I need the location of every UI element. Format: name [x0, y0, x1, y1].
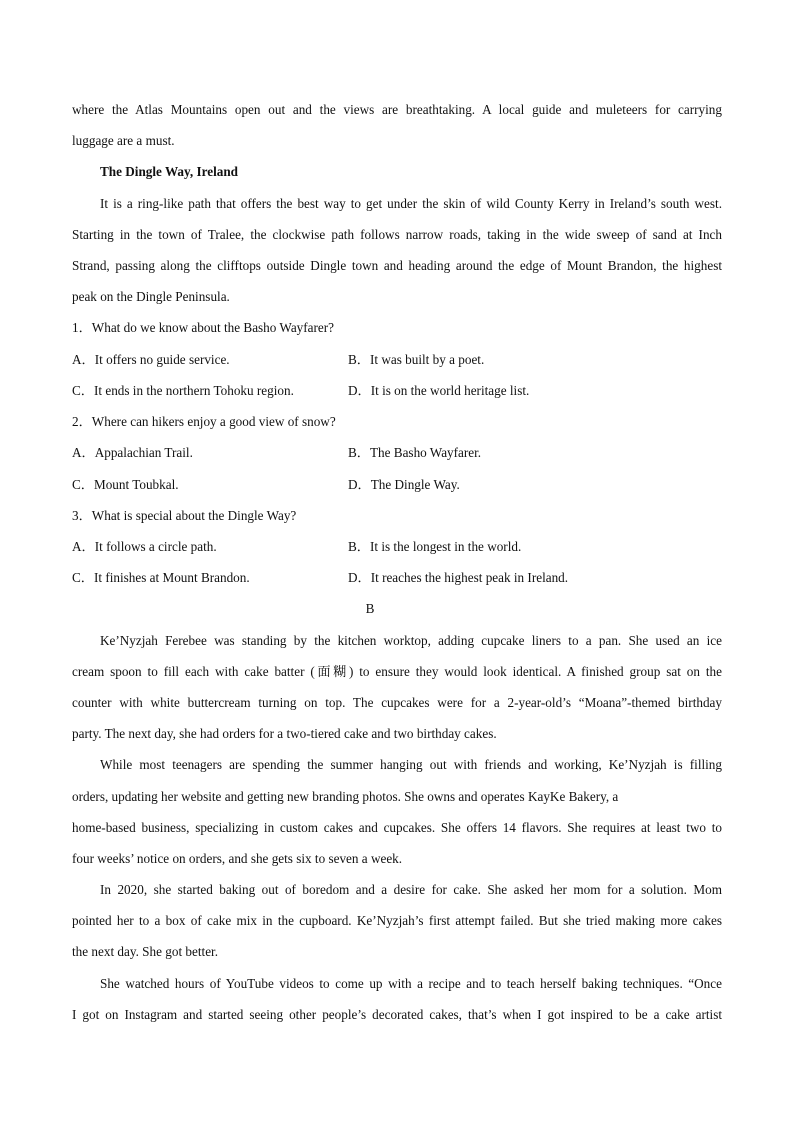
- answer-option: A．It follows a circle path.: [72, 539, 217, 554]
- answer-option: C．Mount Toubkal.: [72, 477, 179, 492]
- passage-line: home-based business, specializing in custom cakes and cupcakes. She offers 14 flavors. She requires at least two to: [72, 820, 722, 835]
- passage-line: She watched hours of YouTube videos to come up with a recipe and to teach herself baking techniques. “Once: [100, 976, 722, 991]
- passage-line: Strand, passing along the clifftops outside Dingle town and heading around the edge of Mount Brandon, the highest: [72, 258, 722, 273]
- passage-line: I got on Instagram and started seeing other people’s decorated cakes, that’s when I got inspired to be a cake artist: [72, 1007, 722, 1022]
- answer-option: D．It is on the world heritage list.: [348, 383, 530, 398]
- question-stem: 1．What do we know about the Basho Wayfarer?: [72, 320, 334, 335]
- passage-line: party. The next day, she had orders for a two-tiered cake and two birthday cakes.: [72, 726, 497, 741]
- passage-line: pointed her to a box of cake mix in the cupboard. Ke’Nyzjah’s first attempt failed. But she tried making more cakes: [72, 913, 722, 928]
- section-heading: The Dingle Way, Ireland: [100, 164, 239, 179]
- answer-option: C．It finishes at Mount Brandon.: [72, 570, 250, 585]
- passage-line: luggage are a must.: [72, 133, 175, 148]
- passage-line: where the Atlas Mountains open out and the views are breathtaking. A local guide and muleteers for carrying: [72, 102, 722, 117]
- passage-line: cream spoon to fill each with cake batter (面糊) to ensure they would look identical. A finished group sat on the: [72, 664, 722, 679]
- passage-line: the next day. She got better.: [72, 944, 219, 959]
- passage-line: peak on the Dingle Peninsula.: [72, 289, 230, 304]
- answer-option: D．The Dingle Way.: [348, 477, 460, 492]
- answer-option: C．It ends in the northern Tohoku region.: [72, 383, 294, 398]
- answer-option: A．Appalachian Trail.: [72, 445, 193, 460]
- passage-line: In 2020, she started baking out of boredom and a desire for cake. She asked her mom for a solution. Mom: [100, 882, 722, 897]
- question-stem: 3．What is special about the Dingle Way?: [72, 508, 297, 523]
- passage-line: It is a ring-like path that offers the best way to get under the skin of wild County Kerry in Ireland’s south west.: [100, 196, 722, 211]
- answer-option: B．It is the longest in the world.: [348, 539, 522, 554]
- answer-option: B．It was built by a poet.: [348, 352, 485, 367]
- answer-option: A．It offers no guide service.: [72, 352, 230, 367]
- passage-line: orders, updating her website and getting new branding photos. She owns and operates KayKe Bakery, a: [72, 789, 619, 804]
- passage-line: counter with white buttercream turning on top. The cupcakes were for a 2-year-old’s “Moana”-themed birthday: [72, 695, 722, 710]
- section-label: B: [365, 601, 375, 616]
- passage-line: While most teenagers are spending the summer hanging out with friends and working, Ke’Nyzjah is filling: [100, 757, 722, 772]
- passage-line: Ke’Nyzjah Ferebee was standing by the kitchen worktop, adding cupcake liners to a pan. She used an ice: [100, 633, 722, 648]
- passage-line: Starting in the town of Tralee, the clockwise path follows narrow roads, taking in the wide sweep of sand at Inch: [72, 227, 722, 242]
- passage-line: four weeks’ notice on orders, and she gets six to seven a week.: [72, 851, 403, 866]
- answer-option: D．It reaches the highest peak in Ireland.: [348, 570, 569, 585]
- question-stem: 2．Where can hikers enjoy a good view of snow?: [72, 414, 336, 429]
- answer-option: B．The Basho Wayfarer.: [348, 445, 482, 460]
